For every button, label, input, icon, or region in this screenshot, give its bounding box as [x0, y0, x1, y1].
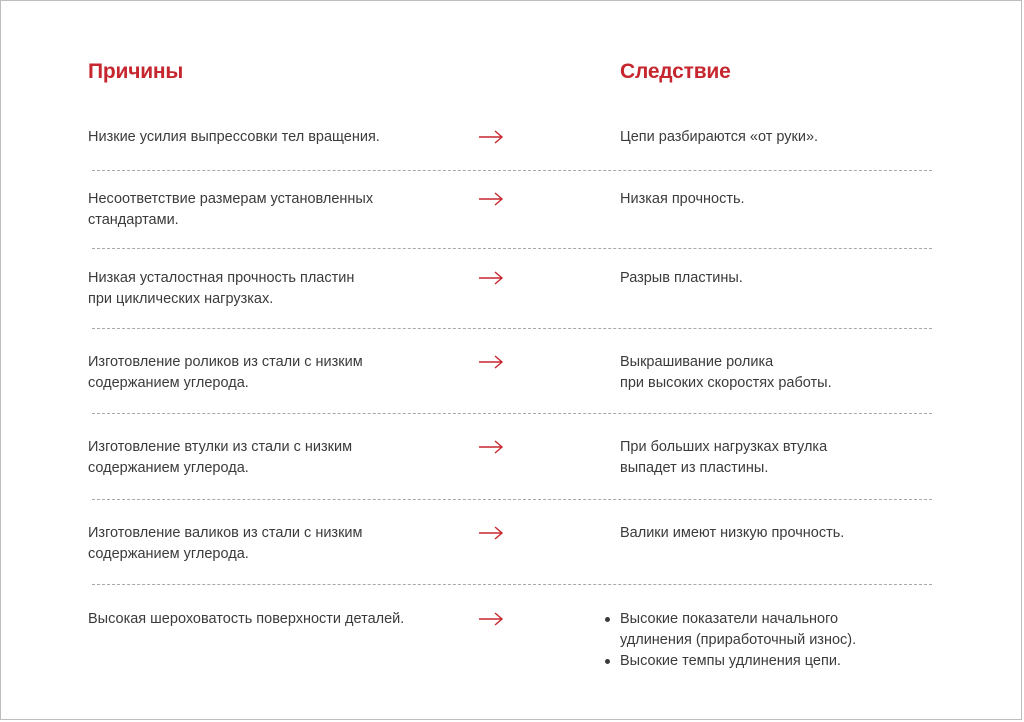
cause-text	[88, 609, 418, 630]
row-divider	[92, 170, 932, 171]
cause-line: Несоответствие размерам установленных	[88, 191, 374, 207]
effects-heading: Следствие	[620, 60, 731, 83]
cause-text	[88, 437, 418, 479]
cause-line: Низкая усталостная прочность пластин	[88, 270, 355, 286]
row-divider	[92, 248, 932, 249]
effect-text	[620, 189, 920, 210]
arrow-right-icon	[478, 192, 504, 206]
cause-line: Изготовление втулки из стали с низким	[88, 439, 353, 455]
cause-line: содержанием углерода.	[88, 375, 249, 391]
cause-line: при циклических нагрузках.	[88, 291, 274, 307]
effect-text	[620, 609, 920, 672]
arrow-right-icon	[478, 130, 504, 144]
cause-line: Изготовление валиков из стали с низким	[88, 525, 363, 541]
effect-line: Валики имеют низкую прочность.	[620, 525, 845, 541]
row-divider	[92, 499, 932, 500]
effect-line: Выкрашивание ролика	[620, 354, 774, 370]
row-divider	[92, 328, 932, 329]
cause-line: Изготовление роликов из стали с низким	[88, 354, 363, 370]
effect-line: удлинения (приработочный износ).	[620, 632, 857, 648]
arrow-right-icon	[478, 271, 504, 285]
effect-bullet-item	[620, 651, 920, 672]
cause-text	[88, 189, 418, 231]
cause-line: стандартами.	[88, 212, 179, 228]
effect-text	[620, 268, 920, 289]
arrow-right-icon	[478, 440, 504, 454]
effect-text	[620, 127, 920, 148]
effect-line: Высокие показатели начального	[620, 611, 839, 627]
bullet-icon	[605, 659, 610, 664]
effect-line: Разрыв пластины.	[620, 270, 743, 286]
cause-text	[88, 127, 418, 148]
row-divider	[92, 413, 932, 414]
effect-line: При больших нагрузках втулка	[620, 439, 828, 455]
effect-line: Низкая прочность.	[620, 191, 745, 207]
effect-text	[620, 352, 920, 394]
cause-line: содержанием углерода.	[88, 546, 249, 562]
effect-line: Цепи разбираются «от руки».	[620, 129, 819, 145]
bullet-icon	[605, 617, 610, 622]
arrow-right-icon	[478, 355, 504, 369]
effect-line: при высоких скоростях работы.	[620, 375, 832, 391]
cause-line: Высокая шероховатость поверхности деталей.	[88, 611, 405, 627]
effect-bullet-item	[620, 609, 920, 651]
arrow-right-icon	[478, 526, 504, 540]
effect-line: Высокие темпы удлинения цепи.	[620, 653, 841, 669]
cause-text	[88, 352, 418, 394]
causes-heading: Причины	[88, 60, 184, 83]
row-divider	[92, 584, 932, 585]
cause-text	[88, 268, 418, 310]
effect-line: выпадет из пластины.	[620, 460, 769, 476]
effect-text	[620, 523, 920, 544]
cause-line: Низкие усилия выпрессовки тел вращения.	[88, 129, 380, 145]
arrow-right-icon	[478, 612, 504, 626]
effect-text	[620, 437, 920, 479]
cause-text	[88, 523, 418, 565]
cause-line: содержанием углерода.	[88, 460, 249, 476]
effect-bullet-list	[620, 609, 920, 672]
